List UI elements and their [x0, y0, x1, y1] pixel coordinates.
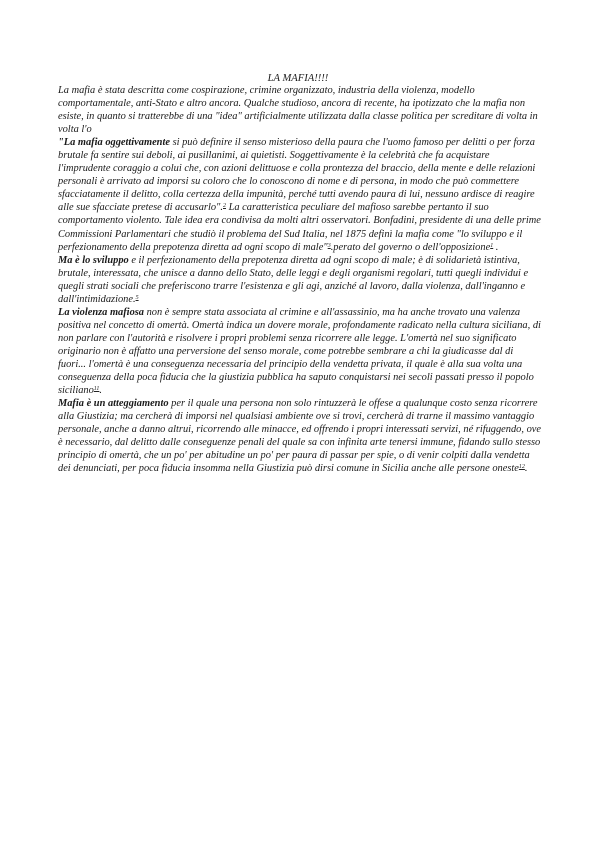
footnote-ref[interactable]: 11	[93, 386, 100, 393]
paragraph-mafia-oggettivamente	[58, 136, 542, 253]
paragraph-text: .	[524, 463, 528, 475]
paragraph-text: per il quale una persona non solo rintuzzerà le offese a qualunque costo senza ricorrere alla Giustizia; ma cercherà di imporsi nel qualsiasi ambiente ove si trovi, cercherà di trarne il massimo vantaggio personale, anche a danno altrui, ricorrendo alle minacce, ed offrendo i propri interessati servizi, né rifuggendo, ove è necessario, dal delitto dalle conseguenze penali del quale sa con infinita arte tenersi immune, fidando sullo stesso principio di omertà, che un po' per abitudine un po' per paura di passar per spie, o di venir colpiti dalla vendetta dei denunciati, per poca fiducia insomma nella Giustizia può dirsi comune in Sicilia anche alle persone oneste	[58, 398, 541, 475]
footnote-ref[interactable]: 2	[223, 203, 226, 210]
paragraph-text: e il perfezionamento della prepotenza diretta ad ogni scopo di male; è di solidarietà istintiva, brutale, interessata, che unisce a danno dello Stato, delle leggi e degli organismi regolari, tutti quegli individui e quegli strati sociali che preferiscono trarre l'esistenza e gli agi, anziché al lavoro, dalla violenza, dall'inganno e dall'intimidazione.	[58, 254, 529, 305]
paragraph-lead: Mafia è un atteggiamento	[58, 398, 169, 410]
footnote-ref[interactable]: 3	[327, 242, 331, 249]
paragraph-lead: Ma è lo sviluppo	[58, 254, 129, 266]
paragraph-lead: "La mafia oggettivamente	[58, 137, 170, 149]
paragraph-text: La caratteristica peculiare del mafioso sarebbe pertanto il suo comportamento violento. Tale idea era condivisa da molti altri osservatori. Bonfadini, presidente di una delle prime Commissioni Parlamentari che studiò il problema del Sud Italia, nel 1875 definì la mafia come "lo sviluppo e il perfezionamento della prepotenza diretta ad ogni scopo di male"	[58, 202, 541, 253]
footnote-ref[interactable]: 5	[135, 294, 139, 301]
footnote-ref[interactable]: 1	[490, 242, 494, 249]
document-title: LA MAFIA!!!!	[267, 73, 329, 84]
paragraph-text: .perato del governo o dell'opposizione	[330, 241, 491, 253]
paragraph-text: .	[99, 385, 102, 397]
footnote-ref[interactable]: 12	[518, 464, 525, 471]
paragraph-text: .	[493, 241, 499, 253]
intro-text: La mafia è stata descritta come cospirazione, crimine organizzato, industria della violenza, modello comportamentale, anti-Stato e altro ancora. Qualche studioso, ancora di recente, ha ipotizzato che la mafia non esiste, in quanto si tratterebbe di una "idea" artificialmente utilizzata dalla classe politica per screditare di volta in volta l'o	[58, 85, 538, 136]
document-body	[58, 84, 542, 475]
paragraph-sviluppo	[58, 254, 542, 306]
paragraph-text: non è sempre stata associata al crimine e all'assassinio, ma ha anche trovato una valenza positiva nel concetto di omertà. Omertà indica un dovere morale, profondamente radicato nella cultura siciliana, di non parlare con l'autorità e risolvere i propri problemi senza ricorrere alle legge. L'omertà nel suo significato originario non è affatto una perversione del senso morale, come potrebbe sembrare a chi la giudicasse dal di fuori... l'omertà è una conseguenza necessaria del principio della vendetta privata, il quale è alla sua volta una conseguenza della poca fiducia che la giustizia pubblica ha saputo conquistarsi nei secoli passati presso il popolo siciliano	[58, 306, 541, 397]
paragraph-violenza-mafiosa	[58, 306, 542, 397]
intro-paragraph	[58, 84, 542, 136]
paragraph-lead: La violenza mafiosa	[58, 306, 145, 318]
paragraph-atteggiamento	[58, 397, 542, 475]
paragraph-text: si può definire il senso misterioso della paura che l'uomo famoso per delitti o per forza brutale fa sentire sui deboli, ai pusillanimi, ai quietisti. Soggettivamente è la celebrità che fa acquistare l'imprudente coraggio a colui che, con azioni delittuose e colla prontezza del braccio, della mente e delle relazioni personali è arrivato ad imporsi su coloro che lo conoscono di nome e di persona, in modo che può commettere sfacciatamente il delitto, colla certezza della impunità, perché tutti avendo paura di lui, nessuno ardisce di reagire alle sue sfacciate pretese di accusarlo".	[58, 137, 536, 214]
